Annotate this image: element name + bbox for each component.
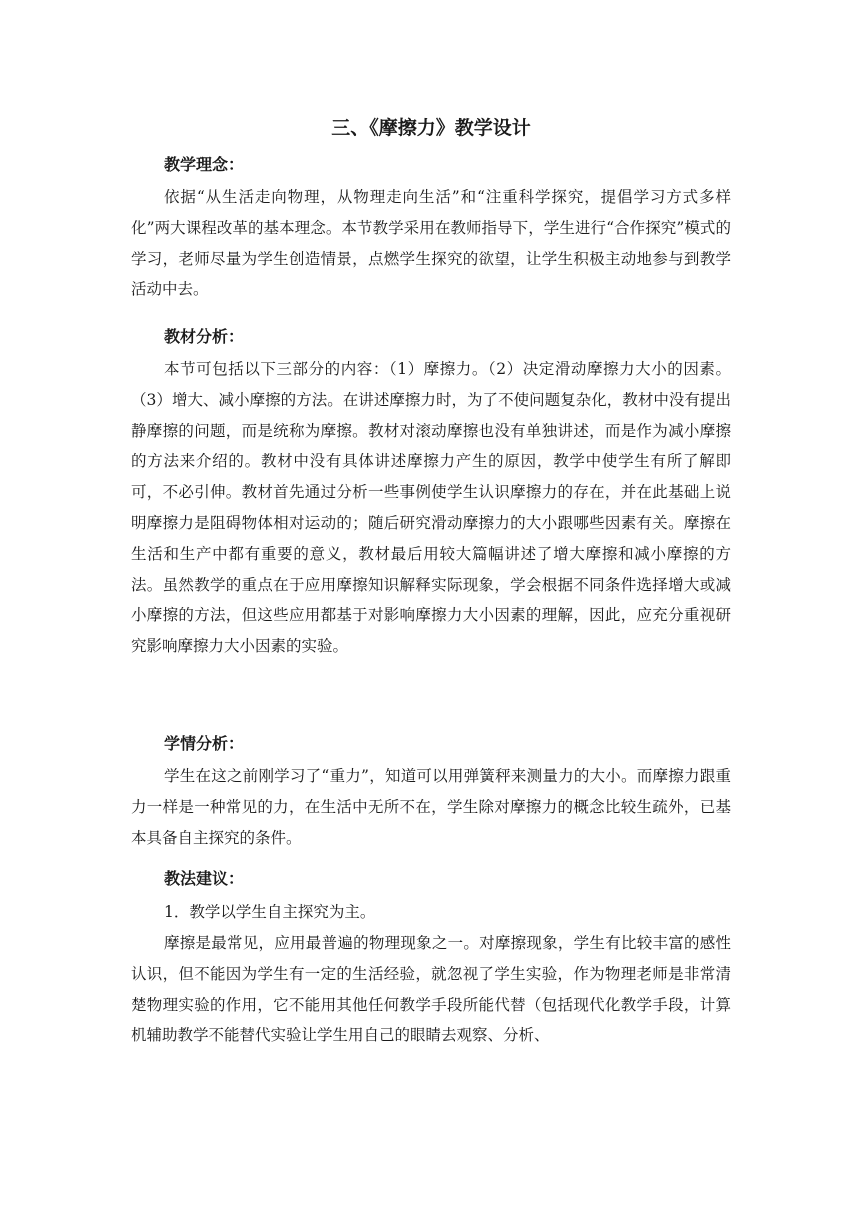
heading-student-analysis: 学情分析： xyxy=(164,734,245,753)
paragraph-teaching-concept: 依据“从生活走向物理，从物理走向生活”和“注重科学探究，提倡学习方式多样化”两大课程改革的基本理念。本节教学采用在教师指导下，学生进行“合作探究”模式的学习，老师尽量为学生创造情景，点燃学生探究的欲望，让学生积极主动地参与到教学活动中去。 xyxy=(131,188,731,299)
paragraph-teaching-method: 摩擦是最常见，应用最普遍的物理现象之一。对摩擦现象，学生有比较丰富的感性认识，但不能因为学生有一定的生活经验，就忽视了学生实验，作为物理老师是非常清楚物理实验的作用，它不能用其他任何教学手段所能代替（包括现代化教学手段，计算机辅助教学不能替代实验让学生用自己的眼睛去观察、分析、 xyxy=(131,934,731,1045)
heading-teaching-concept: 教学理念： xyxy=(164,155,245,174)
heading-teaching-method: 教法建议： xyxy=(164,869,245,888)
heading-material-analysis: 教材分析： xyxy=(164,327,245,346)
paragraph-material-analysis: 本节可包括以下三部分的内容：（1）摩擦力。（2）决定滑动摩擦力大小的因素。（3）增大、减小摩擦的方法。在讲述摩擦力时，为了不使问题复杂化，教材中没有提出静摩擦的问题，而是统称为摩擦。教材对滚动摩擦也没有单独讲述，而是作为减小摩擦的方法来介绍的。教材中没有具体讲述摩擦力产生的原因，教学中使学生有所了解即可，不必引伸。教材首先通过分析一些事例使学生认识摩擦力的存在，并在此基础上说明摩擦力是阻碍物体相对运动的；随后研究滑动摩擦力的大小跟哪些因素有关。摩擦在生活和生产中都有重要的意义，教材最后用较大篇幅讲述了增大摩擦和减小摩擦的方法。虽然教学的重点在于应用摩擦知识解释实际现象，学会根据不同条件选择增大或减小摩擦的方法，但这些应用都基于对影响摩擦力大小因素的理解，因此，应充分重视研究影响摩擦力大小因素的实验。 xyxy=(131,360,731,656)
list-item-method-1: 1．教学以学生自主探究为主。 xyxy=(164,903,376,921)
paragraph-student-analysis: 学生在这之前刚学习了“重力”，知道可以用弹簧秤来测量力的大小。而摩擦力跟重力一样是一种常见的力，在生活中无所不在，学生除对摩擦力的概念比较生疏外，已基本具备自主探究的条件。 xyxy=(131,767,731,847)
document-title: 三、《摩擦力》教学设计 xyxy=(331,117,531,139)
